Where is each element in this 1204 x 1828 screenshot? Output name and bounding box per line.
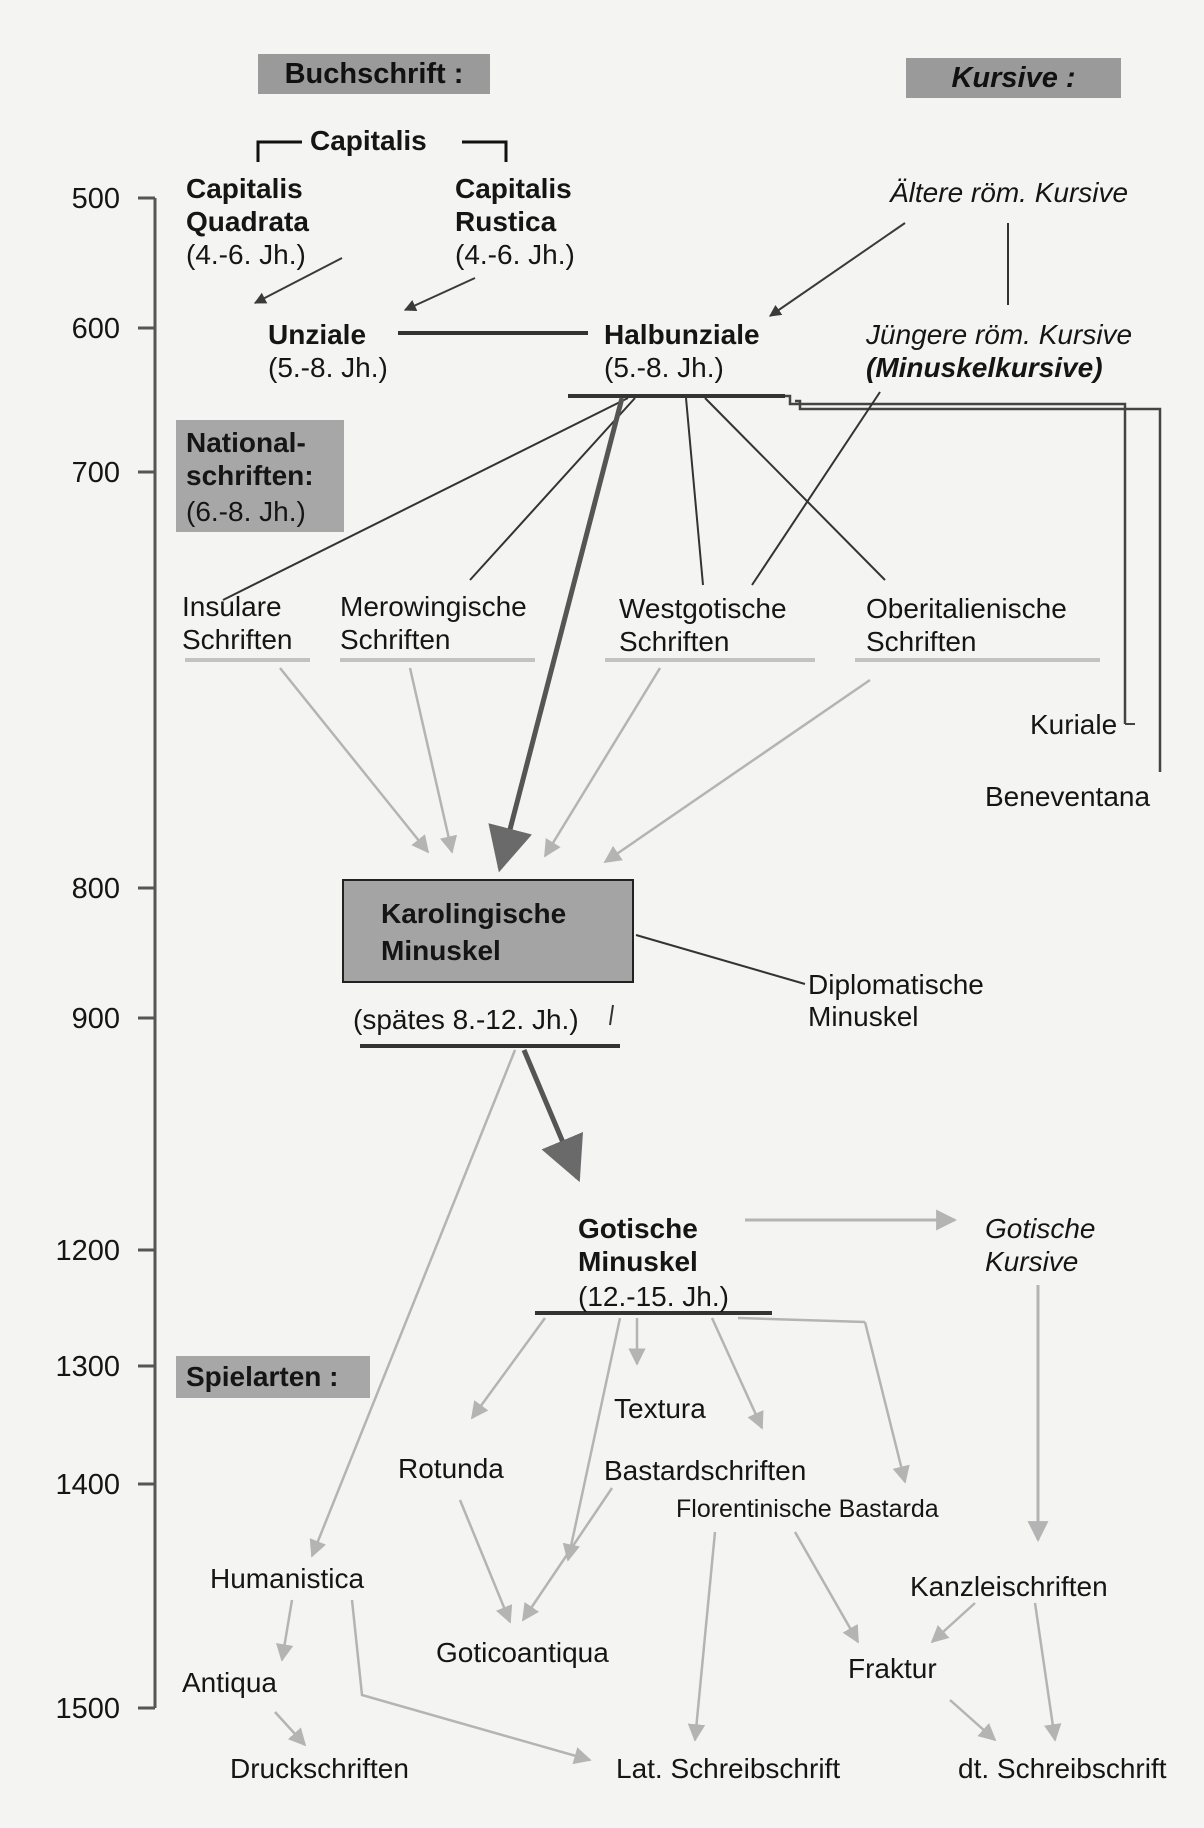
tick-label-500: 500	[71, 183, 120, 215]
tick-label-1300: 1300	[55, 1351, 120, 1383]
nationalschriften-dates: (6.-8. Jh.)	[186, 496, 306, 527]
node-dt-schreibschrift: dt. Schreibschrift	[958, 1753, 1167, 1784]
capitalis-quadrata-dates: (4.-6. Jh.)	[186, 239, 306, 270]
gotische-minuskel-dates: (12.-15. Jh.)	[578, 1281, 729, 1312]
juengere-kursive-line2: (Minuskelkursive)	[866, 352, 1103, 383]
node-aeltere-kursive: Ältere röm. Kursive	[890, 177, 1129, 208]
capitalis-rustica-line1: Capitalis	[455, 173, 572, 204]
diplomatische-line1: Diplomatische	[808, 969, 984, 1000]
nationalschriften-line1: National-	[186, 427, 306, 458]
karolingische-dates: (spätes 8.-12. Jh.)	[353, 1004, 579, 1035]
node-kanzleischriften: Kanzleischriften	[910, 1571, 1108, 1602]
insulare-line1: Insulare	[182, 591, 282, 622]
merowingische-line1: Merowingische	[340, 591, 527, 622]
capitalis-rustica-line2: Rustica	[455, 206, 557, 237]
node-fraktur: Fraktur	[848, 1653, 937, 1684]
diplomatische-line2: Minuskel	[808, 1001, 919, 1032]
capitalis-label: Capitalis	[310, 125, 427, 156]
node-bastardschriften: Bastardschriften	[604, 1455, 807, 1486]
capitalis-rustica-dates: (4.-6. Jh.)	[455, 239, 575, 270]
unziale-dates: (5.-8. Jh.)	[268, 352, 388, 383]
node-druckschriften: Druckschriften	[230, 1753, 409, 1784]
tick-label-900: 900	[71, 1003, 120, 1035]
kursive-header: Kursive :	[906, 58, 1121, 98]
node-beneventana: Beneventana	[985, 781, 1151, 812]
gotische-minuskel-line2: Minuskel	[578, 1246, 698, 1277]
node-goticoantiqua: Goticoantiqua	[436, 1637, 609, 1668]
gotische-minuskel-line1: Gotische	[578, 1213, 698, 1244]
tick-label-1200: 1200	[55, 1235, 120, 1267]
halbunziale-line1: Halbunziale	[604, 319, 760, 350]
insulare-line2: Schriften	[182, 624, 293, 655]
node-kuriale: Kuriale	[1030, 709, 1118, 740]
tick-label-800: 800	[71, 873, 120, 905]
tick-label-1500: 1500	[55, 1693, 120, 1725]
capitalis-quadrata-line1: Capitalis	[186, 173, 303, 204]
buchschrift-header: Buchschrift :	[258, 54, 490, 94]
node-rotunda: Rotunda	[398, 1453, 504, 1484]
oberitalienische-line1: Oberitalienische	[866, 593, 1067, 624]
merowingische-line2: Schriften	[340, 624, 451, 655]
tick-label-700: 700	[71, 457, 120, 489]
oberitalienische-line2: Schriften	[866, 626, 977, 657]
node-florentinische-bastarda: Florentinische Bastarda	[676, 1495, 939, 1523]
spielarten-label: Spielarten :	[186, 1361, 339, 1392]
juengere-kursive-line1: Jüngere röm. Kursive	[866, 319, 1133, 350]
westgotische-line2: Schriften	[619, 626, 730, 657]
capitalis-quadrata-line2: Quadrata	[186, 206, 309, 237]
gotische-kursive-line1: Gotische	[985, 1213, 1096, 1244]
nationalschriften-line2: schriften:	[186, 460, 314, 491]
node-lat-schreibschrift: Lat. Schreibschrift	[616, 1753, 841, 1784]
halbunziale-dates: (5.-8. Jh.)	[604, 352, 724, 383]
node-humanistica: Humanistica	[210, 1563, 365, 1594]
node-textura: Textura	[614, 1393, 706, 1424]
node-antiqua: Antiqua	[182, 1667, 277, 1698]
gotische-kursive-line2: Kursive	[985, 1246, 1079, 1277]
westgotische-line1: Westgotische	[619, 593, 787, 624]
unziale-line1: Unziale	[268, 319, 367, 350]
karolingische-line2: Minuskel	[381, 935, 501, 966]
tick-label-1400: 1400	[55, 1469, 120, 1501]
timeline-axis	[138, 198, 155, 1708]
karolingische-line1: Karolingische	[381, 898, 567, 929]
tick-label-600: 600	[71, 313, 120, 345]
